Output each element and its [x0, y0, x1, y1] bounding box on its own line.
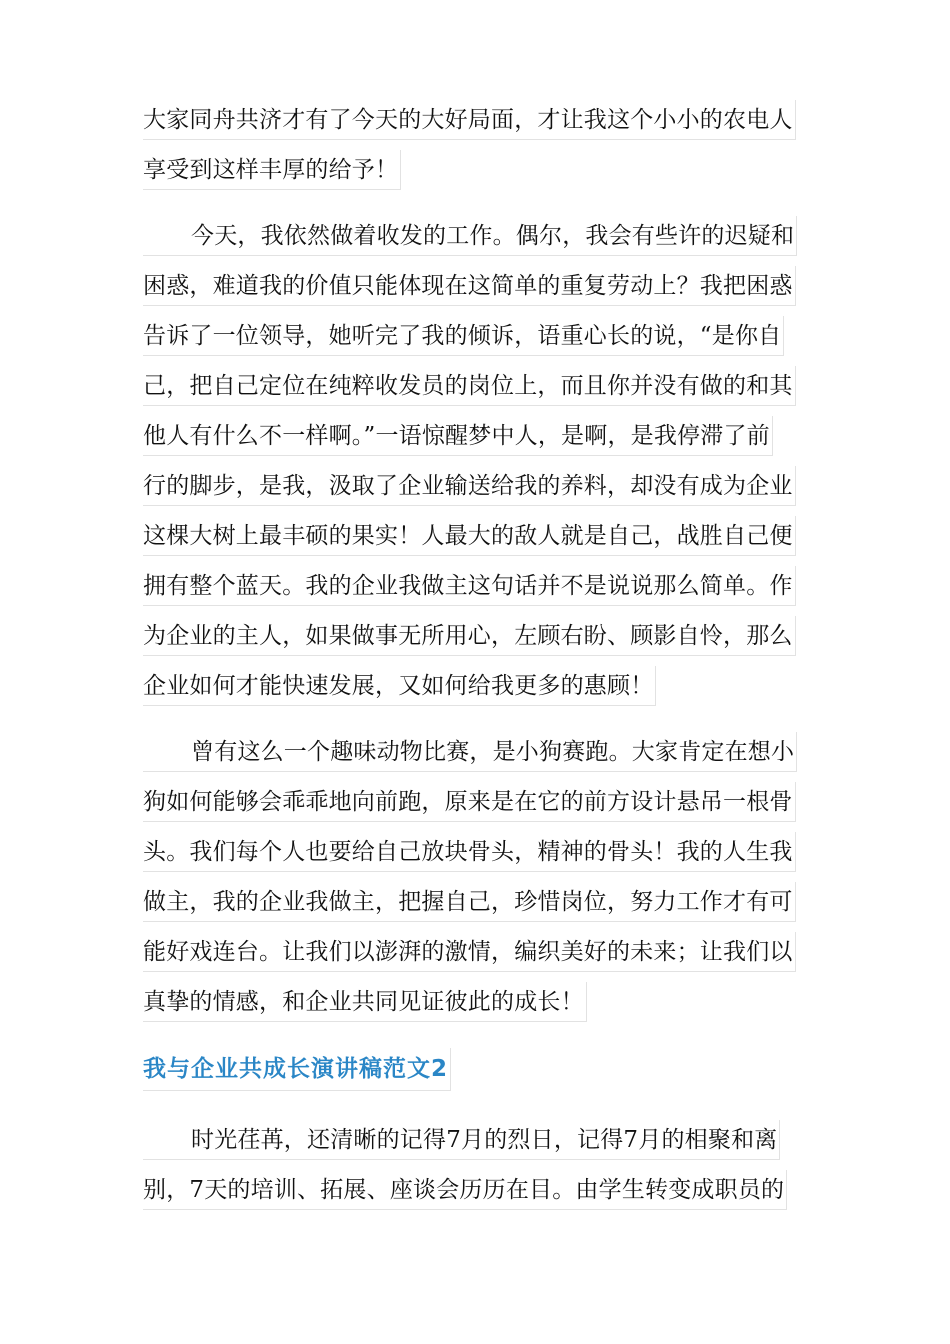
paragraph-line: 头。我们每个人也要给自己放块骨头，精神的骨头！我的人生我 [143, 832, 796, 872]
paragraph-line: 拥有整个蓝天。我的企业我做主这句话并不是说说那么简单。作 [143, 566, 796, 606]
paragraph-line: 别，7天的培训、拓展、座谈会历历在目。由学生转变成职员的 [143, 1170, 787, 1210]
paragraph-line: 己，把自己定位在纯粹收发员的岗位上，而且你并没有做的和其 [143, 366, 796, 406]
paragraph-line: 为企业的主人，如果做事无所用心，左顾右盼、顾影自怜，那么 [143, 616, 796, 656]
paragraph-line: 真挚的情感，和企业共同见证彼此的成长！ [143, 982, 587, 1022]
paragraph-line: 享受到这样丰厚的给予！ [143, 150, 401, 190]
paragraph-line: 曾有这么一个趣味动物比赛，是小狗赛跑。大家肯定在想小 [143, 732, 797, 772]
paragraph-line: 时光荏苒，还清晰的记得7月的烈日，记得7月的相聚和离 [143, 1120, 780, 1160]
paragraph-line: 他人有什么不一样啊。”一语惊醒梦中人，是啊，是我停滞了前 [143, 416, 773, 456]
paragraph-line: 行的脚步，是我，汲取了企业输送给我的养料，却没有成为企业 [143, 466, 796, 506]
paragraph-line: 企业如何才能快速发展，又如何给我更多的惠顾！ [143, 666, 656, 706]
paragraph-line: 能好戏连台。让我们以澎湃的激情，编织美好的未来；让我们以 [143, 932, 796, 972]
paragraph-line: 困惑，难道我的价值只能体现在这简单的重复劳动上？我把困惑 [143, 266, 796, 306]
paragraph-line: 狗如何能够会乖乖地向前跑，原来是在它的前方设计悬吊一根骨 [143, 782, 796, 822]
paragraph-line: 做主，我的企业我做主，把握自己，珍惜岗位，努力工作才有可 [143, 882, 796, 922]
paragraph-line: 大家同舟共济才有了今天的大好局面，才让我这个小小的农电人 [143, 100, 796, 140]
paragraph-line: 告诉了一位领导，她听完了我的倾诉，语重心长的说，“是你自 [143, 316, 784, 356]
paragraph-line: 这棵大树上最丰硕的果实！人最大的敌人就是自己，战胜自己便 [143, 516, 796, 556]
paragraph-line: 今天，我依然做着收发的工作。偶尔，我会有些许的迟疑和 [143, 216, 797, 256]
section-heading: 我与企业共成长演讲稿范文2 [143, 1048, 451, 1091]
